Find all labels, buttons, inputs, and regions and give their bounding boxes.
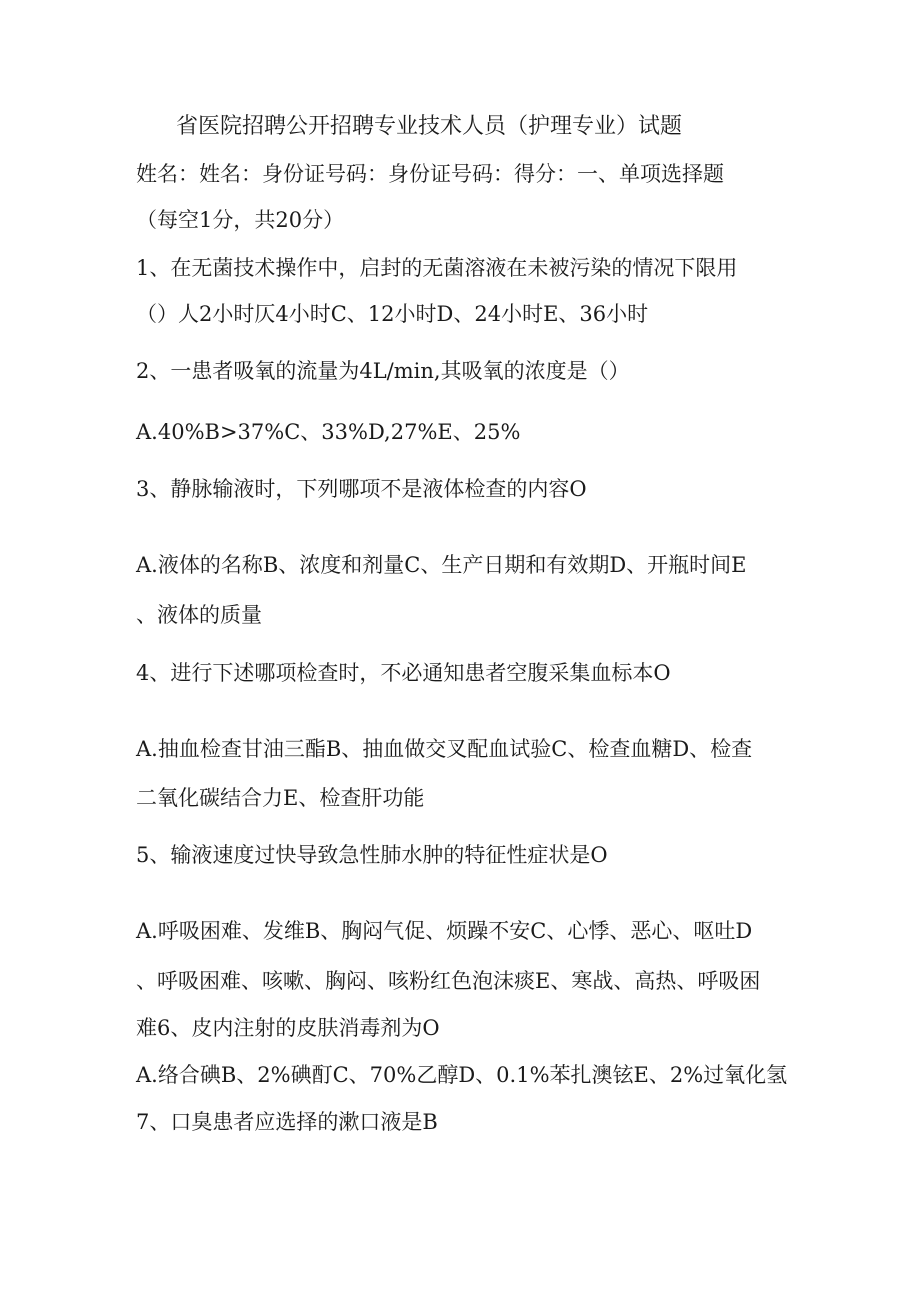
question-5-options-line-2: 、呼吸困难、咳嗽、胸闷、咳粉红色泡沫痰E、寒战、高热、呼吸困 bbox=[136, 969, 761, 993]
question-1-line-2: （）人2小时仄4小时C、12小时D、24小时E、36小时 bbox=[136, 302, 649, 326]
page-title: 省医院招聘公开招聘专业技术人员（护理专业）试题 bbox=[176, 114, 683, 139]
question-6-line-1: 难6、皮内注射的皮肤消毒剂为O bbox=[136, 1016, 440, 1040]
question-4-line-1: 4、进行下述哪项检查时，不必通知患者空腹采集血标本O bbox=[136, 661, 671, 685]
question-2-line-1: 2、一患者吸氧的流量为4L/min,其吸氧的浓度是（） bbox=[136, 359, 630, 383]
section-note: （每空1分，共20分） bbox=[136, 208, 345, 232]
question-4-options-line-2: 二氧化碳结合力E、检查肝功能 bbox=[136, 786, 425, 810]
question-4-options-line-1: A.抽血检查甘油三酯B、抽血做交叉配血试验C、检查血糖D、检查 bbox=[136, 737, 753, 761]
question-5-line-1: 5、输液速度过快导致急性肺水肿的特征性症状是O bbox=[136, 843, 608, 867]
question-2-options: A.40%B>37%C、33%D,27%E、25% bbox=[136, 420, 521, 444]
question-3-options-line-2: 、液体的质量 bbox=[136, 603, 262, 627]
question-3-line-1: 3、静脉输液时，下列哪项不是液体检查的内容O bbox=[136, 477, 587, 501]
header-line: 姓名：姓名：身份证号码：身份证号码：得分：一、单项选择题 bbox=[136, 162, 724, 186]
question-5-options-line-1: A.呼吸困难、发维B、胸闷气促、烦躁不安C、心悸、恶心、呕吐D bbox=[136, 919, 753, 943]
question-1-line-1: 1、在无菌技术操作中，启封的无菌溶液在未被污染的情况下限用 bbox=[136, 256, 738, 280]
question-6-options: A.络合碘B、2%碘酊C、70%乙醇D、0.1%苯扎澳铉E、2%过氧化氢 bbox=[136, 1063, 788, 1087]
question-3-options-line-1: A.液体的名称B、浓度和剂量C、生产日期和有效期D、开瓶时间E bbox=[136, 553, 747, 577]
question-7-line-1: 7、口臭患者应选择的漱口液是B bbox=[136, 1110, 438, 1134]
